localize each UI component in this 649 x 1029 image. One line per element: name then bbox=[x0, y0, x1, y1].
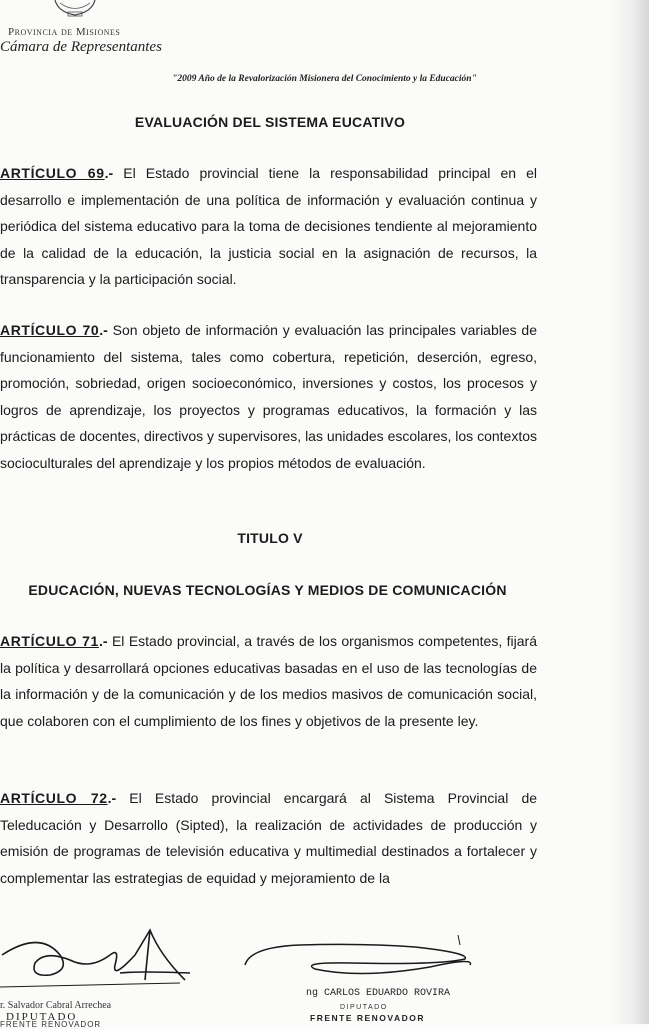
province-name: Provincia de Misiones bbox=[8, 26, 121, 38]
title-v: TITULO V bbox=[237, 530, 303, 546]
article-suffix: .- bbox=[99, 322, 108, 338]
signature-left bbox=[0, 925, 200, 1000]
year-motto: "2009 Año de la Revalorización Misionera del Conocimiento y la Educación" bbox=[172, 74, 477, 84]
signatory-left-name: r. Salvador Cabral Arrechea bbox=[0, 1000, 112, 1011]
article-text: Son objeto de información y evaluación las principales variables de funcionamiento del sistema, tales como cobertura, repetición, deserción, egreso, promoción, sobriedad, origen socioeconómico, inversiones y costos, los procesos y logros de aprendizaje, los proyectos y programas educativos, la formación y las prácticas de docentes, directivos y supervisores, las unidades escolares, los contextos socioculturales del aprendizaje y los propios métodos de evaluación. bbox=[0, 322, 537, 471]
article-text: El Estado provincial encargará al Sistema Provincial de Teleducación y Desarrollo (Sipted), la realización de actividades de producción y emisión de programas de televisión educativa y multimedial destinados a fortalecer y complementar las estrategias de equidad y mejoramiento de la bbox=[0, 790, 538, 886]
article-71 bbox=[0, 628, 537, 734]
coat-of-arms-icon bbox=[50, 0, 100, 18]
article-70 bbox=[0, 317, 537, 476]
signatory-right-name: ng CARLOS EDUARDO ROVIRA bbox=[306, 988, 451, 999]
signatory-right-title: DIPUTADO bbox=[340, 1004, 388, 1011]
article-label: ARTÍCULO 72 bbox=[0, 790, 108, 806]
signatory-left-party: FRENTE RENOVADOR bbox=[0, 1020, 102, 1029]
chamber-name: Cámara de Representantes bbox=[0, 39, 162, 55]
signature-right bbox=[240, 935, 480, 985]
article-label: ARTÍCULO 71 bbox=[0, 633, 99, 649]
article-suffix: .- bbox=[107, 790, 117, 806]
title-v-heading: EDUCACIÓN, NUEVAS TECNOLOGÍAS Y MEDIOS DE COMUNICACIÓN bbox=[28, 582, 507, 598]
section-title: EVALUACIÓN DEL SISTEMA EUCATIVO bbox=[134, 114, 406, 130]
article-text: El Estado provincial, a través de los organismos competentes, fijará la política y desarrollará opciones educativas basadas en el uso de las tecnologías de la información y de la comunicación y de los medios masivos de comunicación social, que colaboren con el cumplimiento de los fines y objetivos de la presente ley. bbox=[0, 633, 538, 729]
article-label: ARTÍCULO 70 bbox=[0, 322, 100, 338]
article-69 bbox=[0, 160, 537, 293]
article-label: ARTÍCULO 69 bbox=[0, 165, 105, 181]
article-text: El Estado provincial tiene la responsabilidad principal en el desarrollo e implementación de una política de información y evaluación continua y periódica del sistema educativo para la toma de decisiones tendiente al mejoramiento de la calidad de la educación, la justicia social en la asignación de recursos, la transparencia y la participación social. bbox=[0, 165, 538, 287]
article-suffix: .- bbox=[98, 633, 108, 649]
signatory-left-title: DIPUTADO bbox=[6, 1011, 78, 1023]
article-72 bbox=[0, 785, 537, 891]
article-suffix: .- bbox=[104, 165, 114, 181]
page-edge-shadow bbox=[611, 0, 649, 1024]
signatory-right-party: FRENTE RENOVADOR bbox=[310, 1013, 425, 1023]
